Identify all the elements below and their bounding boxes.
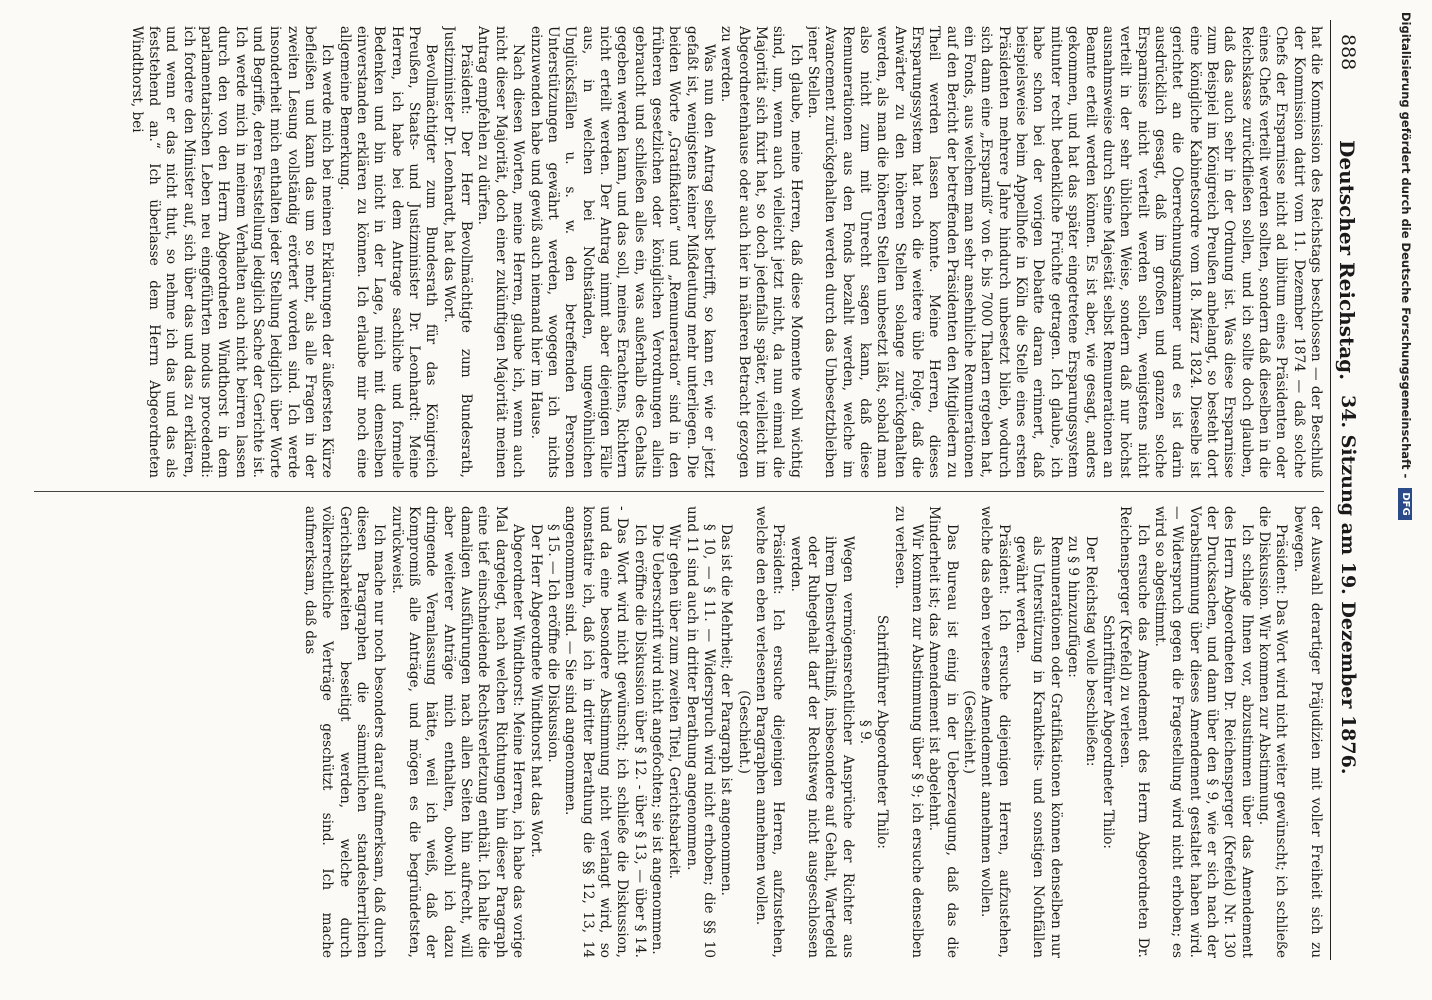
paragraph: Ich eröffne die Diskussion über § 12. - über § 13, — über § 14. - Das Wort wird nicht gewünscht; ich schließe die Diskussion, und da eine besondere Abstimmung nicht verlangt wird, so konstatire ich, daß ich in dritter Berathung die §§ 12, 13, 14 angenommen sind. — Sie sind angenommen. [562,506,648,958]
column-divider [34,491,1324,492]
stage-direction: (Geschieht.) [735,690,752,774]
publication-title: Deutscher Reichstag. [1335,140,1359,381]
paragraph: Wir gehen über zum zweiten Titel, Gerichtsbarkeit. [666,524,683,879]
paragraph: Das Bureau ist einig in der Ueberzeugung, daß das die Minderheit ist; das Amendement ist abgelehnt. [926,506,960,958]
motion-line: zu § 9 hinzuzufügen: [1065,536,1082,678]
section-text: Wegen vermögensrechtlicher Ansprüche der Richter aus ihrem Dienstverhältniß, insbesondere auf Gehalt, Wartegeld oder Ruhegehalt darf der Rechtsweg nicht ausgeschlossen werden. [787,536,856,958]
page-header [1330,20,1365,960]
paragraph: Wir kommen zur Abstimmung über § 9; ich ersuche denselben zu verlesen. [891,506,926,958]
paragraph: der Auswahl derartiger Präjudizien mit voller Freiheit sich zu bewegen. [1290,506,1324,958]
left-column [34,26,1324,478]
digitization-notice-text: Digitalisierung gefördert durch die Deutsche Forschungsgemeinschaft - [1399,12,1413,479]
paragraph: § 15. — Ich eröffne die Diskussion. [544,524,561,763]
motion-intro: Der Reichstag wolle beschließen: [1082,536,1099,767]
paragraph: § 10, — § 11. — Widerspruch wird nicht erhoben; die §§ 10 und 11 sind auch in dritter Berathung angenommen. [683,506,717,958]
paragraph: Ich werde mich bei meinen Erklärungen der äußersten Kürze befleißen und kann das um so mehr, als alle Fragen in der zweiten Lesung vollständig erörtert worden sind. Ich werde insonderheit mich enthalten jeder Stellung lediglich über Worte und Begriffe, deren Feststellung lediglich Sache der Gerichte ist. Ich werde mich in meinem Verhalten auch nicht beirren lassen durch den von den Herrn Abgeordneten Windthorst in dem parlamentarischen Leben neu eingeführten modus procedendi: ich fordere den Minister auf, sich über das und das zu erklären, und wenn er das nicht thut, so nehme ich das und das als feststehend an.“ Ich überlasse dem Herrn Abgeordneten Windthorst, bei [128,26,336,478]
speaker-paragraph: Präsident: Der Herr Bevollmächtigte zum Bundesrath, Justizminister Dr. Leonhardt, hat das Wort. [440,26,475,478]
right-column [34,506,1324,958]
speaker-paragraph: Präsident: Das Wort wird nicht weiter gewünscht; ich schließe die Diskussion. Wir kommen zur Abstimmung. [1255,506,1290,958]
stage-direction: (Geschieht.) [961,690,978,774]
paragraph: Die Ueberschrift wird nicht angefochten; sie ist angenommen. [648,524,665,955]
section-heading: § 9. [857,719,874,745]
session-title: 34. Sitzung am 19. Dezember 1876. [1337,395,1359,775]
digitization-notice [1396,12,1416,972]
paragraph: Was nun den Antrag selbst betrifft, so kann er, wie er jetzt gefaßt ist, wenigstens keiner Mißdeutung mehr unterliegen. Die beiden Worte „Gratifikation“ und „Remuneration“ sind in den früheren gesetzlichen oder königlichen Verordnungen allein gebraucht und schließen alles ein, was außerhalb des Gehalts gegeben werden kann, und das soll, meines Erachtens, Richtern nicht erteilt werden. Der Antrag nimmt aber diejenigen Fälle aus, in welchen bei Nothständen, ungewöhnlichen Unglücksfällen u. s. w. den betreffenden Personen Unterstützungen gewährt werden, wogegen ich nichts einzuwenden habe und gewiß auch niemand hier im Hause. [527,26,717,478]
speaker-paragraph: Präsident: Ich ersuche diejenigen Herren, aufzustehen, welche das eben verlesene Amendement annehmen wollen. [978,506,1012,958]
paragraph: Ich schlage Ihnen vor, abzustimmen über das Amendement des Herrn Abgeordneten Dr. Reichensperger (Krefeld) Nr. 130 der Drucksachen, und dann über den § 9, wie er sich nach der Vorabstimmung über dieses Amendement gestaltet haben wird. — Widerspruch gegen die Fragestellung wird nicht erhoben; es wird so abgestimmt. [1151,506,1255,958]
paragraph: Nach diesen Worten, meine Herren, glaube ich, wenn auch nicht dieser Majorität, doch einer zukünftigen Majorität meinen Antrag empfehlen zu dürfen. [475,26,527,478]
page-number: 888 [1337,34,1359,71]
paragraph: Ich glaube, meine Herren, daß diese Momente wohl wichtig sind, um, wenn auch vielleicht jetzt nicht, da nun einmal die Majorität sich fixirt hat, so doch jedenfalls später, vielleicht im Abgeordnetenhause oder auch hier in näheren Betracht gezogen zu werden. [718,26,804,478]
paragraph: Der Herr Abgeordnete Windthorst hat das Wort. [527,524,544,858]
speaker-paragraph: Abgeordneter Windthorst: Meine Herren, ich habe das vorige Mal dargelegt, nach welchen Richtungen hin dieser Paragraph eine tief einschneidende Rechtsverletzung enthält. Ich halte die damaligen Ausführungen nach allen Seiten hin aufrecht, will aber weiterer Anträge mich enthalten, obwohl ich dazu dringende Veranlassung hätte, weil ich weiß, daß der Kompromiß alle Anträge, und mögen es die begründetsten, zurückweist. [388,506,527,958]
speaker-paragraph: Präsident: Ich ersuche diejenigen Herren, aufzustehen, welche den eben verlesenen Paragraphen annehmen wollen. [753,506,787,958]
secretary-line: Schriftführer Abgeordneter Thilo: [874,615,891,849]
paragraph: Das ist die Mehrheit; der Paragraph ist angenommen. [718,524,735,896]
paragraph: Ich mache nur noch besonders darauf aufmerksam, daß durch diesen Paragraphen die sämmtlichen standesherrlichen Gerichtsbarkeiten beseitigt werden, welche durch völkerrechtliche Verträge geschützt sind. Ich mache aufmerksam, daß das [302,506,388,958]
secretary-line: Schriftführer Abgeordneter Thilo: [1099,615,1116,849]
dfg-logo: DFG [1399,488,1413,519]
paragraph: hat die Kommission des Reichstags beschlossen — der Beschluß der Kommission datirt vom 11. Dezember 1874 — daß solche Chefs der Ersparnisse nicht ad libitum eines Präsidenten oder eines Chefs verteilt werden sollten, sondern daß dieselben in die Reichskasse zurückfließen sollen, und ich sollte doch glauben, daß das auch sehr in der Ordnung ist. Was diese Ersparnisse zum Beispiel im Königreich Preußen anbelangt, so besteht dort eine königliche Kabinetsordre vom 18. März 1824. Dieselbe ist gerichtet an die Oberrechnungskammer und es ist darin ausdrücklich gesagt, daß im großen und ganzen solche Ersparnisse nicht verteilt werden sollen, wenigstens nicht verteilt in der sehr üblichen Weise, sondern daß nur höchst ausnahmsweise durch Seine Majestät selbst Remunerationen an Beamte erteilt werden können. Es ist aber, wie gesagt, anders gekommen, und hat das später eingetretene Ersparungssystem mitunter recht bedenkliche Früchte getragen. Ich glaube, ich habe schon bei der vorigen Debatte daran erinnert, daß beispielsweise beim Appellhofe in Köln die Stelle eines ersten Präsidenten mehrere Jahre hindurch unbesetzt blieb, wodurch sich dann eine „Ersparniß“ von 6- bis 7000 Thalern ergeben hat, ein Fonds, aus welchem man sehr ansehnliche Remunerationen auf den Bericht der betreffenden Präsidenten den Mitgliedern zu Theil werden lassen konnte. Meine Herren, dieses Ersparungssystem hat noch die weitere üble Folge, daß die Anwärter zu den höheren Stellen solange zurückgehalten werden, als man die höheren Stellen unbesetzt läßt, sobald man also nicht zum mit Unrecht sagen kann, daß diese Remunerationen aus den Fonds bezahlt werden, welche im Avancement zurückgehalten werden durch das Unbesetztbleiben jener Stellen. [805,26,1324,478]
motion-text: Remunerationen oder Gratifikationen können denselben nur als Unterstützung in Krankheits- und sonstigen Nothfällen gewährt werden. [1013,536,1064,958]
paragraph: Ich ersuche das Amendement des Herrn Abgeordneten Dr. Reichensperger (Krefeld) zu verlesen. [1117,506,1151,958]
speaker-paragraph: Bevollmächtigter zum Bundesrath für das Königreich Preußen, Staats- und Justizminister Dr. Leonhardt: Meine Herren, ich habe bei dem Antrage sachliche und formelle Bedenken und bin nicht in der Lage, mich mit demselben einverstanden erklären zu können. Ich erlaube mir noch eine allgemeine Bemerkung. [336,26,440,478]
text-columns [34,20,1324,960]
